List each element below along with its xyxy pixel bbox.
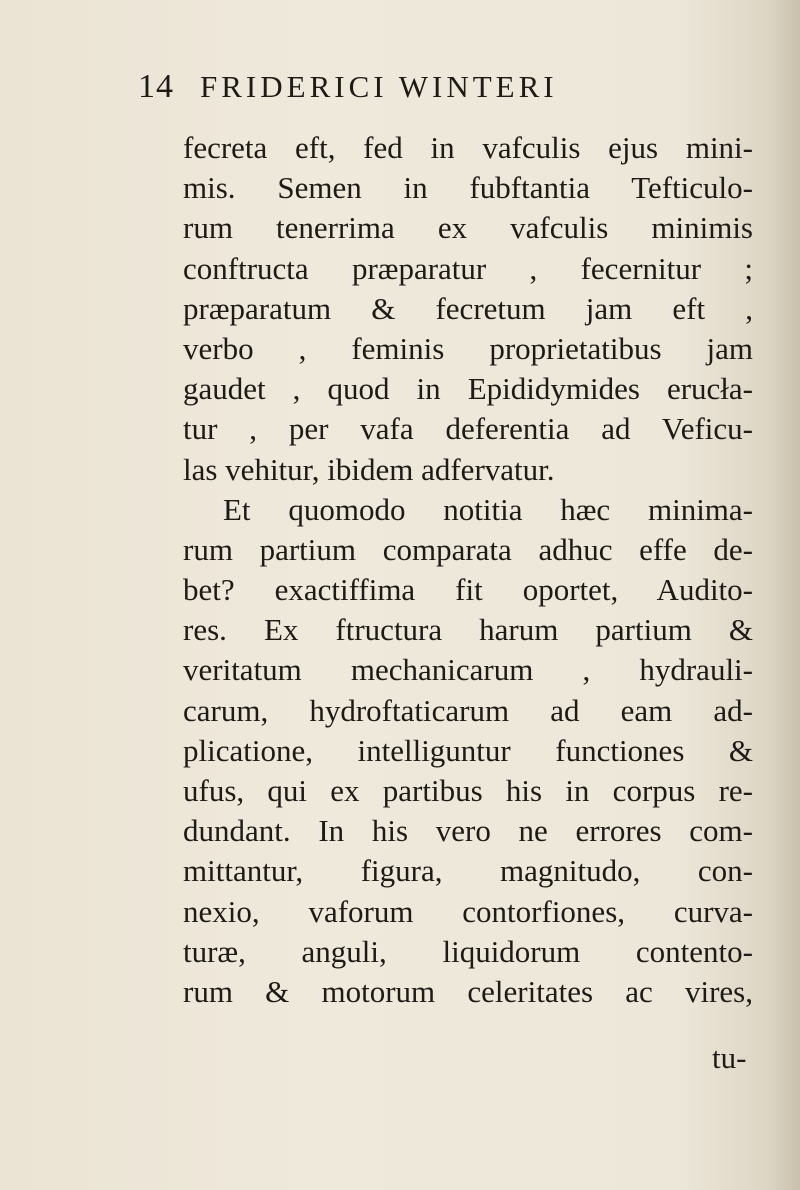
body-text [183,128,753,1012]
text-line: carum, hydroftaticarum ad eam ad- [183,692,753,728]
text-line: rum tenerrima ex vafculis minimis [183,210,753,246]
text-line: veritatum mechanicarum , hydrauli- [183,652,753,688]
text-line: dundant. In his vero ne errores com- [183,813,753,849]
text-line: ufus, qui ex partibus his in corpus re- [183,773,753,808]
text-line: Et quomodo notitia hæc minima- [223,491,753,527]
text-line: las vehitur, ibidem adfervatur. [183,451,555,487]
text-line: turæ, anguli, liquidorum contento- [183,933,753,969]
text-line: mittantur, figura, magnitudo, con- [183,853,753,889]
text-line: nexio, vaforum contorfiones, curva- [183,893,753,929]
page-header [138,68,558,112]
text-line: mis. Semen in fubftantia Tefticulo- [183,170,753,206]
text-line: plicatione, intelliguntur functiones & [183,732,753,768]
text-line: gaudet , quod in Epididymides erucła- [183,371,753,407]
text-line: præparatum & fecretum jam eft , [183,290,753,326]
text-line: res. Ex ftructura harum partium & [183,612,753,648]
page-number: 14 [138,68,174,105]
text-line: rum & motorum celeritates ac vires, [183,973,753,1009]
text-line: fecreta eft, fed in vafculis ejus mini- [183,130,753,165]
catchword: tu- [712,1040,747,1075]
running-head: FRIDERICI WINTERI [200,69,558,104]
text-line: conftructa præparatur , fecernitur ; [183,250,753,286]
text-line: verbo , feminis proprietatibus jam [183,330,753,366]
text-line: tur , per vafa deferentia ad Veficu- [183,411,753,447]
text-line: bet? exactiffima fit oportet, Audito- [183,572,753,608]
text-line: rum partium comparata adhuc effe de- [183,531,753,567]
